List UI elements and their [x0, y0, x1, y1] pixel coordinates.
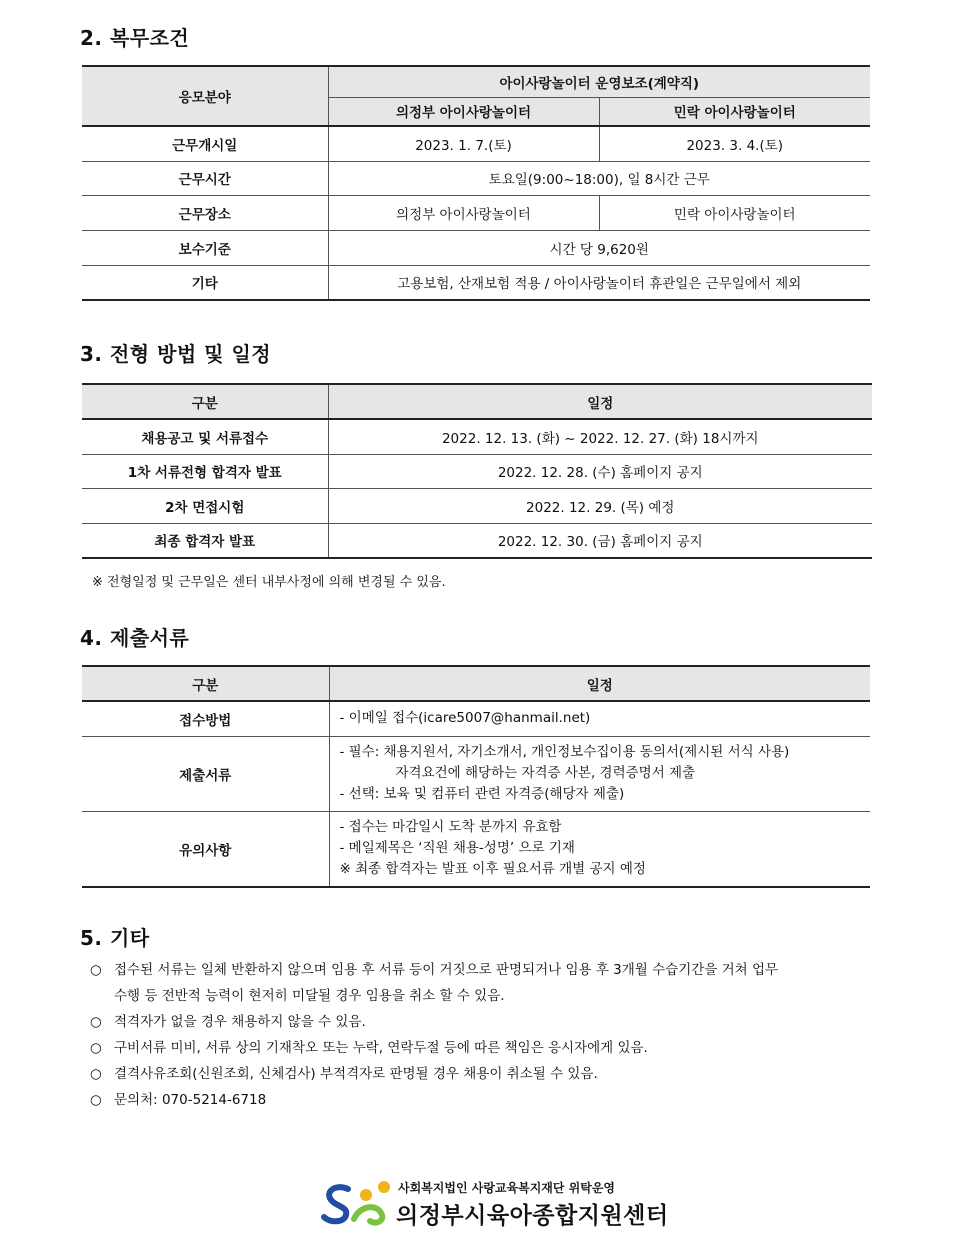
row-label: 근무시간 — [82, 161, 328, 195]
list-item — [90, 957, 890, 983]
row-value: 2022. 12. 29. (목) 예정 — [328, 488, 872, 523]
section-2-title: 2. 복무조건 — [80, 26, 190, 50]
row-label: 채용공고 및 서류접수 — [82, 419, 328, 454]
schedule-table — [82, 383, 872, 559]
footer-center-name: 의정부시육아종합지원센터 — [396, 1203, 669, 1229]
center-logo-icon — [320, 1175, 396, 1231]
required-documents — [329, 736, 870, 811]
list-item — [90, 1087, 890, 1113]
row-label: 제출서류 — [82, 736, 329, 811]
documents-table — [82, 665, 870, 888]
start-date-a: 2023. 1. 7.(토) — [328, 126, 599, 161]
minrak-header: 민락 아이사랑놀이터 — [599, 97, 870, 126]
list-item — [90, 1061, 890, 1087]
section-3-title: 3. 전형 방법 및 일정 — [80, 342, 272, 366]
schedule-header: 일정 — [328, 384, 872, 419]
work-conditions-table — [82, 65, 870, 301]
circle-bullet-icon: ○ — [90, 1014, 102, 1030]
position-header: 아이사랑놀이터 운영보조(계약직) — [328, 66, 870, 97]
doc-line: 자격요건에 해당하는 자격증 사본, 경력증명서 제출 — [395, 765, 696, 781]
list-item-cont: 수행 등 전반적 능력이 현저히 미달될 경우 임용을 취소 할 수 있음. — [114, 988, 505, 1004]
submission-method: - 이메일 접수(icare5007@hanmail.net) — [329, 701, 870, 736]
item-text: 적격자가 없을 경우 채용하지 않을 수 있음. — [114, 1014, 366, 1030]
field-header: 응모분야 — [82, 66, 328, 126]
footer-subtitle: 사회복지법인 사랑교육복지재단 위탁운영 — [398, 1181, 616, 1195]
row-label: 기타 — [82, 265, 328, 300]
list-item — [90, 1009, 890, 1035]
section-4-title: 4. 제출서류 — [80, 626, 190, 650]
row-value: 2022. 12. 28. (수) 홈페이지 공지 — [328, 454, 872, 488]
start-date-b: 2023. 3. 4.(토) — [599, 126, 870, 161]
row-label: 접수방법 — [82, 701, 329, 736]
uijeongbu-header: 의정부 아이사랑놀이터 — [328, 97, 599, 126]
schedule-note: ※ 전형일정 및 근무일은 센터 내부사정에 의해 변경될 수 있음. — [92, 575, 446, 590]
notes-cell — [329, 811, 870, 887]
doc-line: - 필수: 채용지원서, 자기소개서, 개인정보수집이용 동의서(제시된 서식 사용) — [339, 744, 790, 760]
row-value: 2022. 12. 30. (금) 홈페이지 공지 — [328, 523, 872, 558]
row-label: 2차 면접시험 — [82, 488, 328, 523]
circle-bullet-icon: ○ — [90, 962, 102, 978]
list-item — [90, 1035, 890, 1061]
misc-list — [90, 957, 890, 1113]
doc-line: - 선택: 보육 및 컴퓨터 관련 자격증(해당자 제출) — [339, 786, 625, 802]
other-info: 고용보험, 산재보험 적용 / 아이사랑놀이터 휴관일은 근무일에서 제외 — [328, 265, 870, 300]
row-label: 1차 서류전형 합격자 발표 — [82, 454, 328, 488]
note-line: - 메일제목은 ‘직원 채용-성명’ 으로 기재 — [339, 840, 575, 857]
category-header: 구분 — [82, 666, 329, 701]
row-label: 유의사항 — [82, 811, 329, 887]
item-text: 접수된 서류는 일체 반환하지 않으며 임용 후 서류 등이 거짓으로 판명되거나 임용 후 3개월 수습기간을 거쳐 업무 — [114, 962, 779, 978]
row-value: 2022. 12. 13. (화) ~ 2022. 12. 27. (화) 18시까지 — [328, 419, 872, 454]
contact-text: 문의처: 070-5214-6718 — [114, 1092, 267, 1108]
category-header: 구분 — [82, 384, 328, 419]
section-5-title: 5. 기타 — [80, 926, 150, 950]
item-text: 결격사유조회(신원조회, 신체검사) 부적격자로 판명될 경우 채용이 취소될 수 있음. — [114, 1066, 598, 1082]
circle-bullet-icon: ○ — [90, 1092, 102, 1108]
row-label: 근무장소 — [82, 195, 328, 230]
workplace-b: 민락 아이사랑놀이터 — [599, 195, 870, 230]
work-hours: 토요일(9:00~18:00), 일 8시간 근무 — [328, 161, 870, 195]
item-text: 구비서류 미비, 서류 상의 기재착오 또는 누락, 연락두절 등에 따른 책임은 응시자에게 있음. — [114, 1040, 648, 1056]
row-label: 최종 합격자 발표 — [82, 523, 328, 558]
row-label: 보수기준 — [82, 230, 328, 265]
schedule-header: 일정 — [329, 666, 870, 701]
workplace-a: 의정부 아이사랑놀이터 — [328, 195, 599, 230]
note-line: ※ 최종 합격자는 발표 이후 필요서류 개별 공지 예정 — [339, 861, 646, 878]
row-label: 근무개시일 — [82, 126, 328, 161]
circle-bullet-icon: ○ — [90, 1066, 102, 1082]
circle-bullet-icon: ○ — [90, 1040, 102, 1056]
center-logo — [320, 1175, 700, 1235]
note-line: - 접수는 마감일시 도착 분까지 유효함 — [339, 819, 562, 836]
pay-standard: 시간 당 9,620원 — [328, 230, 870, 265]
